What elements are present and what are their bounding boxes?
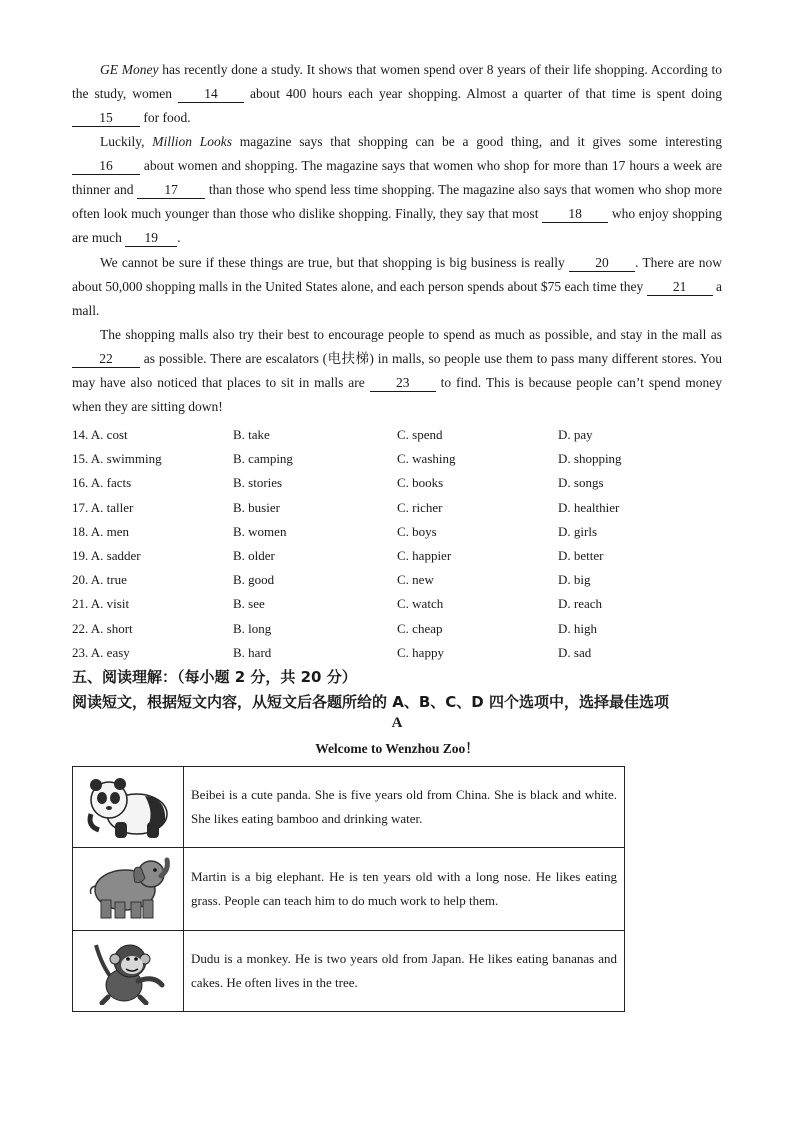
blank-23: 23: [370, 375, 436, 392]
blank-14: 14: [178, 86, 244, 103]
option-d: D. healthier: [558, 499, 620, 515]
passage-paragraph-4: [72, 323, 722, 419]
option-row-16: [72, 471, 722, 495]
option-c: C. richer: [397, 499, 443, 515]
option-d: D. girls: [558, 523, 597, 539]
paragraph-text: a mall.: [72, 279, 722, 318]
option-b: B. see: [233, 596, 265, 612]
animal-picture-cell: [73, 848, 184, 931]
option-a: 16. A. facts: [72, 475, 132, 491]
zoo-table: [72, 766, 625, 1012]
option-c: C. washing: [397, 451, 456, 467]
option-b: B. women: [233, 523, 287, 539]
option-row-18: [72, 520, 722, 544]
animal-picture-cell: [73, 931, 184, 1012]
passage-paragraph-2: [72, 130, 722, 250]
option-d: D. reach: [558, 596, 603, 612]
blank-19: 19: [125, 230, 177, 247]
paragraph-text: as possible. There are escalators (电扶梯) in malls, so people use them to pass many different stores. You may have also noticed that places to sit in malls are: [72, 351, 722, 390]
option-a: 14. A. cost: [72, 427, 128, 442]
option-a: 21. A. visit: [72, 596, 130, 612]
option-row-14: [72, 423, 722, 447]
table-row: [73, 848, 625, 931]
animal-description: Martin is a big elephant. He is ten years old with a long nose. He likes eating grass. People can teach him to do much work to help them.: [184, 848, 625, 931]
option-c: C. new: [397, 572, 434, 588]
passage-paragraph-3: [72, 251, 722, 323]
option-b: B. stories: [233, 475, 283, 491]
blank-17: 17: [137, 182, 205, 199]
option-d: D. pay: [558, 427, 593, 442]
table-row: [73, 767, 625, 848]
paragraph-text: .: [177, 230, 181, 245]
animal-picture-cell: [73, 767, 184, 848]
passage-paragraph-1: [72, 58, 722, 130]
paragraph-text: Luckily,: [100, 134, 153, 149]
option-a: 22. A. short: [72, 620, 133, 636]
option-a: 18. A. men: [72, 523, 130, 539]
blank-22: 22: [72, 351, 140, 368]
option-row-19: [72, 544, 722, 568]
option-b: B. take: [233, 427, 270, 442]
option-a: 15. A. swimming: [72, 451, 162, 467]
option-c: C. happy: [397, 644, 444, 660]
table-row: [73, 931, 625, 1012]
panda-icon: [85, 774, 171, 840]
option-a: 23. A. easy: [72, 644, 130, 660]
section-instruction: 阅读短文，根据短文内容，从短文后各题所给的 A、B、C、D 四个选项中，选择最佳选项: [72, 693, 669, 711]
paragraph-text: for food.: [140, 110, 191, 125]
option-b: B. hard: [233, 644, 272, 660]
option-c: C. books: [397, 475, 444, 491]
blank-20: 20: [569, 255, 635, 272]
animal-description: Dudu is a monkey. He is two years old from Japan. He likes eating bananas and cakes. He often lives in the tree.: [184, 931, 625, 1012]
option-row-21: [72, 592, 722, 616]
option-d: D. shopping: [558, 451, 622, 467]
option-row-15: [72, 447, 722, 471]
blank-15: 15: [72, 110, 140, 127]
option-d: D. sad: [558, 644, 592, 660]
paragraph-text: about women and shopping. The magazine says that women who shop for more than 17 hours a week are thinner and: [72, 158, 722, 197]
option-a: 20. A. true: [72, 572, 127, 588]
option-a: 19. A. sadder: [72, 547, 141, 563]
option-b: B. long: [233, 620, 272, 636]
elephant-icon: [85, 854, 171, 924]
paragraph-text: The shopping malls also try their best to encourage people to spend as much as possible, and stay in the mall as: [100, 327, 722, 342]
option-d: D. big: [558, 572, 591, 588]
paragraph-text: about 400 hours each year shopping. Almost a quarter of that time is spent doing: [243, 86, 722, 101]
monkey-icon: [88, 937, 168, 1005]
passage-letter: A: [391, 715, 403, 731]
option-b: B. camping: [233, 451, 293, 467]
option-c: C. happier: [397, 547, 452, 563]
option-c: C. boys: [397, 523, 437, 539]
option-b: B. good: [233, 572, 275, 588]
passage-title: Welcome to Wenzhou Zoo！: [315, 741, 479, 756]
option-row-17: [72, 496, 722, 520]
blank-18: 18: [542, 206, 608, 223]
option-row-23: [72, 641, 722, 665]
brand-name: GE Money: [100, 62, 159, 77]
answer-options: [72, 423, 722, 665]
option-b: B. busier: [233, 499, 280, 515]
paragraph-text: We cannot be sure if these things are true, but that shopping is big business is really: [100, 255, 570, 270]
animal-description: Beibei is a cute panda. She is five years old from China. She is black and white. She likes eating bamboo and drinking water.: [184, 767, 625, 848]
option-d: D. better: [558, 547, 604, 563]
paragraph-text: than those who spend less time shopping. The magazine also says that women who shop more often look much younger than those who dislike shopping. Finally, they say that most: [72, 182, 723, 221]
option-c: C. spend: [397, 427, 443, 442]
paragraph-text: . There are now about 50,000 shopping malls in the United States alone, and each person spends about $75 each time they: [72, 255, 722, 294]
blank-16: 16: [72, 158, 140, 175]
option-b: B. older: [233, 547, 275, 563]
section-heading: 五、阅读理解：（每小题 2 分，共 20 分）: [72, 668, 357, 686]
option-row-20: [72, 568, 722, 592]
option-row-22: [72, 617, 722, 641]
option-a: 17. A. taller: [72, 499, 134, 515]
option-c: C. watch: [397, 596, 444, 612]
magazine-name: Million Looks: [152, 134, 233, 149]
paragraph-text: has recently done a study. It shows that women spend over 8 years of their life shopping. According to the study, women: [72, 62, 723, 101]
option-d: D. high: [558, 620, 597, 636]
paragraph-text: magazine says that shopping can be a good thing, and it gives some interesting: [232, 134, 722, 149]
paragraph-text: who enjoy shopping are much: [72, 206, 722, 245]
option-d: D. songs: [558, 475, 604, 491]
paragraph-text: to find. This is because people can’t spend money when they are sitting down!: [72, 375, 722, 414]
blank-21: 21: [647, 279, 713, 296]
option-c: C. cheap: [397, 620, 443, 636]
